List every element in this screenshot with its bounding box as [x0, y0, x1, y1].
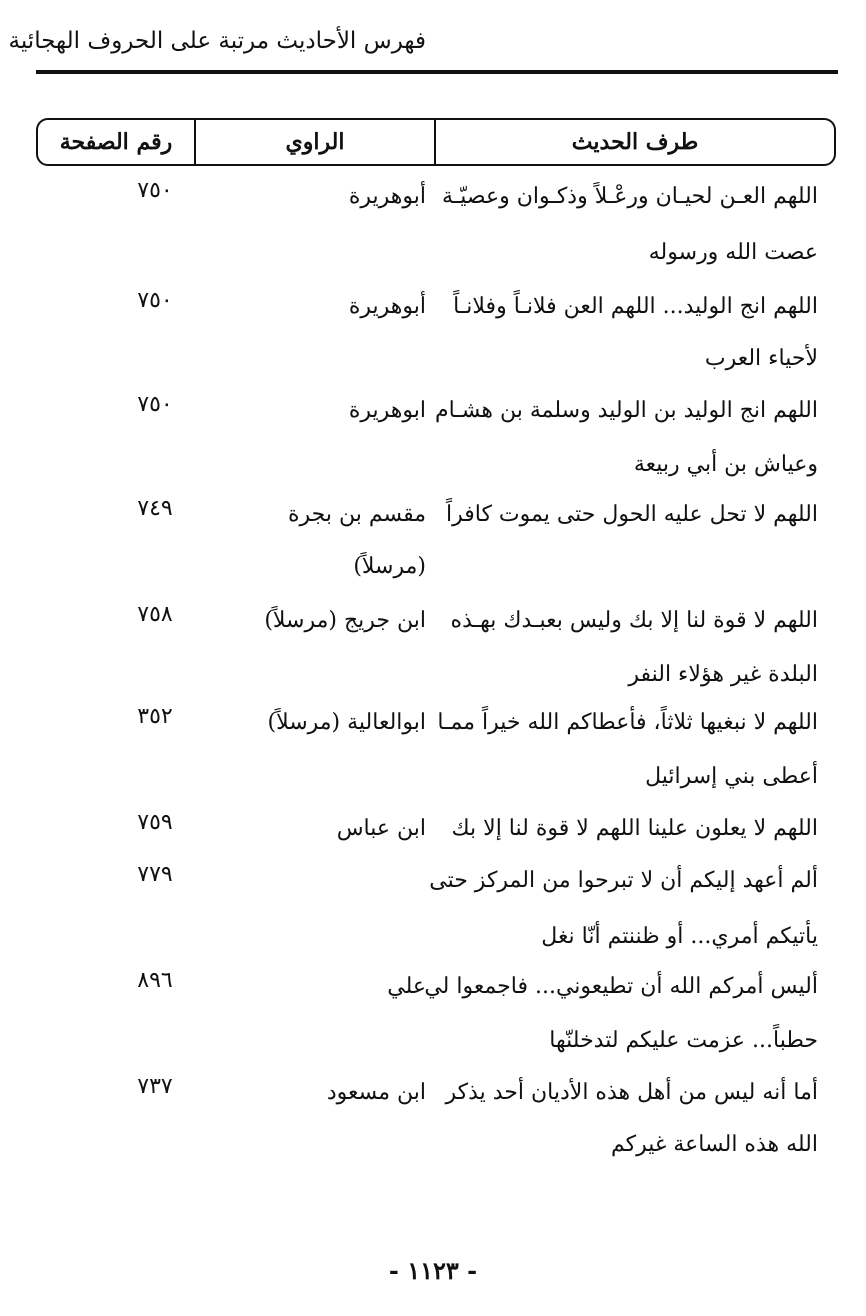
narrator: ابن مسعود [326, 1080, 426, 1105]
narrator: ابوالعالية (مرسلاً) [267, 710, 426, 735]
page-number: ٧٥٩ [137, 810, 173, 835]
hadith-line: حطباً... عزمت عليكم لتدخلنّها [549, 1028, 818, 1053]
hadith-line: اللهم لا تحل عليه الحول حتى يموت كافراً [445, 502, 818, 527]
hadith-line: ألم أعهد إليكم أن لا تبرحوا من المركز حتى [429, 868, 818, 893]
hadith-line: اللهم لا نبغيها ثلاثاً، فأعطاكم الله خيراً ممـا [437, 710, 818, 735]
hadith-line: البلدة غير هؤلاء النفر [628, 662, 818, 687]
page-folio: - ١١٢٣ - [388, 1256, 478, 1285]
hadith-line: أما أنه ليس من أهل هذه الأديان أحد يذكر [445, 1080, 818, 1105]
hadith-line: اللهم انج الوليد بن الوليد وسلمة بن هشـام [434, 398, 818, 423]
narrator: ابوهريرة [348, 398, 426, 423]
narrator: مقسم بن بجرة [287, 502, 426, 527]
hadith-line: اللهم انج الوليد... اللهم العن فلانـاً وفلانـاً [453, 294, 818, 319]
narrator: ابن عباس [336, 816, 426, 841]
hadith-line: يأتيكم أمري... أو ظننتم أنّا نغل [541, 924, 818, 949]
hadith-line: الله هذه الساعة غيركم [610, 1132, 818, 1157]
page-number: ٧٥٠ [137, 178, 173, 203]
page-number: ٣٥٢ [137, 704, 173, 729]
narrator: أبوهريرة [348, 184, 426, 209]
hadith-line: اللهم العـن لحيـان ورعْـلاً وذكـوان وعصيّـة [442, 184, 818, 209]
hadith-line: أعطى بني إسرائيل [645, 764, 818, 789]
hadith-line: وعياش بن أبي ربيعة [633, 452, 818, 477]
page-number: ٨٩٦ [137, 968, 173, 993]
narrator: ابن جريج (مرسلاً) [264, 608, 426, 633]
narrator: (مرسلاً) [353, 554, 426, 579]
running-title: فهرس الأحاديث مرتبة على الحروف الهجائية [8, 28, 426, 54]
hadith-line: عصت الله ورسوله [648, 240, 818, 265]
page-number: ٧٣٧ [137, 1074, 173, 1099]
page-number: ٧٥٠ [137, 288, 173, 313]
hadith-line: اللهم لا يعلون علينا اللهم لا قوة لنا إلا بك [451, 816, 818, 841]
page-number: ٧٤٩ [137, 496, 173, 521]
hadith-line: أليس أمركم الله أن تطيعوني... فاجمعوا لي [424, 974, 818, 999]
column-hadith: طرف الحديث [434, 120, 834, 164]
column-narrator: الراوي [194, 120, 434, 164]
page-number: ٧٥٠ [137, 392, 173, 417]
hadith-line: اللهم لا قوة لنا إلا بك وليس بعبـدك بهـذه [450, 608, 818, 633]
page-number: ٧٥٨ [137, 602, 173, 627]
hadith-line: لأحياء العرب [704, 346, 818, 371]
page-number: ٧٧٩ [137, 862, 173, 887]
narrator: علي [387, 974, 426, 999]
column-page: رقم الصفحة [59, 129, 173, 155]
narrator: أبوهريرة [348, 294, 426, 319]
